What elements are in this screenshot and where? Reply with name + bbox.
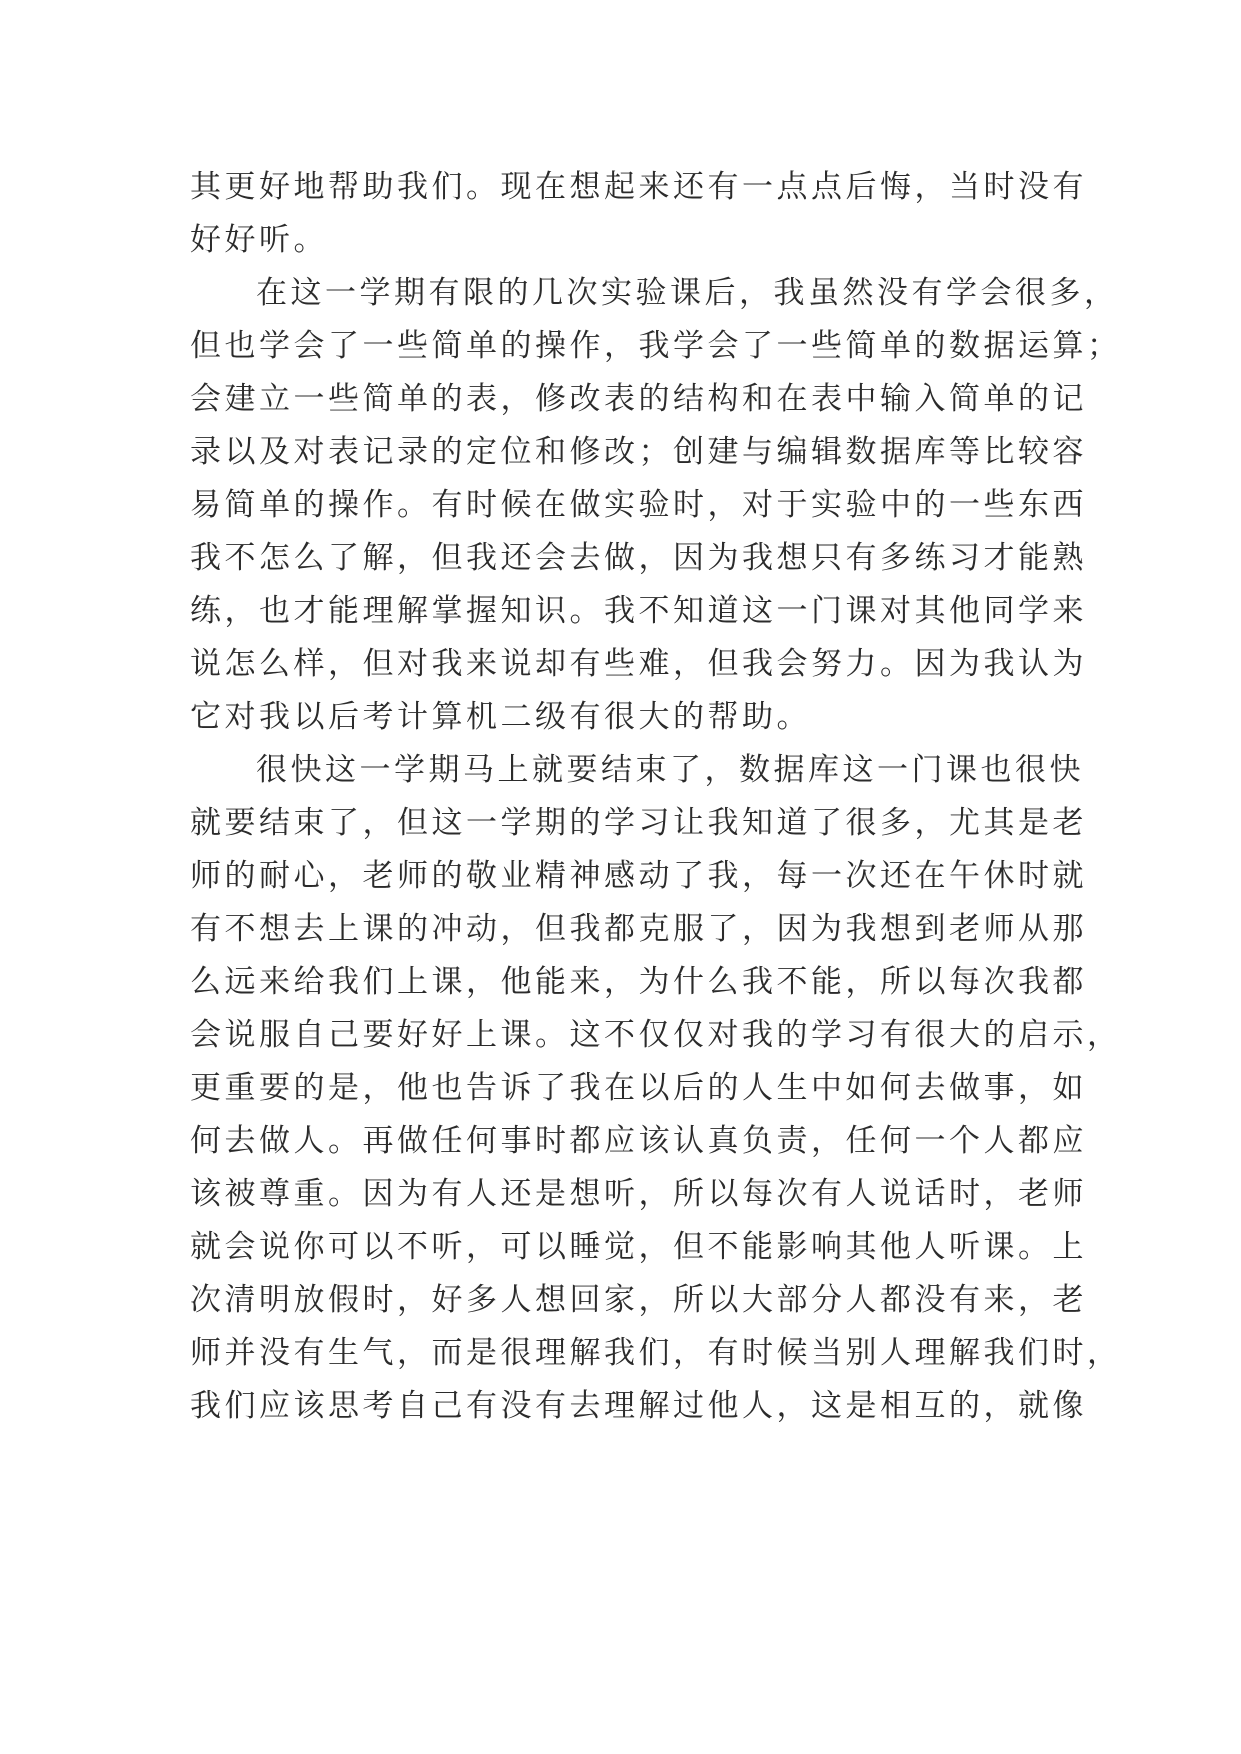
text-line: 次清明放假时，好多人想回家，所以大部分人都没有来，老: [190, 1282, 1087, 1318]
text-line: 更重要的是，他也告诉了我在以后的人生中如何去做事，如: [190, 1070, 1087, 1106]
text-line: 何去做人。再做任何事时都应该认真负责，任何一个人都应: [190, 1123, 1087, 1159]
text-line: 但也学会了一些简单的操作，我学会了一些简单的数据运算；: [190, 328, 1122, 364]
body-text: [190, 161, 1122, 1433]
text-line: 练，也才能理解掌握知识。我不知道这一门课对其他同学来: [190, 593, 1087, 629]
text-line: 会说服自己要好好上课。这不仅仅对我的学习有很大的启示，: [190, 1017, 1122, 1053]
text-line: 很快这一学期马上就要结束了，数据库这一门课也很快: [256, 752, 1084, 788]
text-line: 在这一学期有限的几次实验课后，我虽然没有学会很多，: [256, 275, 1119, 311]
text-line: 有不想去上课的冲动，但我都克服了，因为我想到老师从那: [190, 911, 1087, 947]
text-line: 就要结束了，但这一学期的学习让我知道了很多，尤其是老: [190, 805, 1087, 841]
text-line: 说怎么样，但对我来说却有些难，但我会努力。因为我认为: [190, 646, 1087, 682]
text-line: 就会说你可以不听，可以睡觉，但不能影响其他人听课。上: [190, 1229, 1087, 1265]
text-line: 录以及对表记录的定位和修改；创建与编辑数据库等比较容: [190, 434, 1087, 470]
text-line: 其更好地帮助我们。现在想起来还有一点点后悔，当时没有: [190, 169, 1087, 205]
text-line: 我们应该思考自己有没有去理解过他人，这是相互的，就像: [190, 1388, 1087, 1424]
text-line: 好好听。: [190, 222, 328, 258]
text-line: 该被尊重。因为有人还是想听，所以每次有人说话时，老师: [190, 1176, 1087, 1212]
text-line: 师的耐心，老师的敬业精神感动了我，每一次还在午休时就: [190, 858, 1087, 894]
text-line: 会建立一些简单的表，修改表的结构和在表中输入简单的记: [190, 381, 1087, 417]
text-line: 它对我以后考计算机二级有很大的帮助。: [190, 699, 811, 735]
text-line: 么远来给我们上课，他能来，为什么我不能，所以每次我都: [190, 964, 1087, 1000]
text-line: 易简单的操作。有时候在做实验时，对于实验中的一些东西: [190, 487, 1087, 523]
text-line: 师并没有生气，而是很理解我们，有时候当别人理解我们时，: [190, 1335, 1122, 1371]
text-line: 我不怎么了解，但我还会去做，因为我想只有多练习才能熟: [190, 540, 1087, 576]
